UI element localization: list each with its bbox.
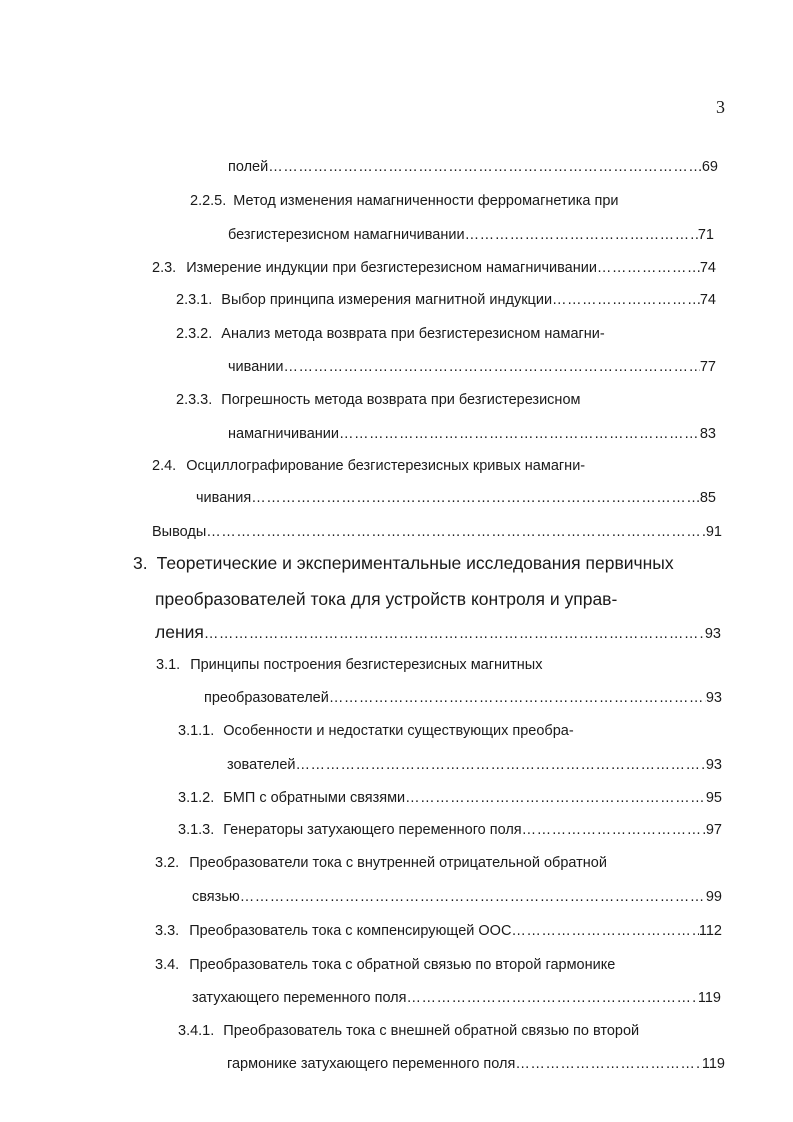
toc-page: 85 bbox=[699, 490, 716, 506]
toc-line bbox=[176, 322, 605, 346]
toc-line bbox=[156, 653, 542, 677]
toc-line bbox=[192, 885, 722, 909]
toc-page: 69 bbox=[701, 159, 718, 175]
toc-text: Метод изменения намагниченности ферромагнетика при bbox=[233, 193, 619, 209]
toc-line bbox=[155, 953, 615, 977]
toc-text: преобразователей bbox=[204, 690, 329, 706]
toc-page: 93 bbox=[705, 757, 722, 773]
toc-leader bbox=[296, 753, 706, 777]
toc-text: Принципы построения безгистерезисных магнитных bbox=[190, 657, 543, 673]
toc-text: БМП с обратными связями bbox=[223, 790, 406, 806]
toc-text: чивании bbox=[228, 359, 284, 375]
page-number: 3 bbox=[716, 97, 725, 117]
toc-line bbox=[228, 355, 716, 379]
toc-number: 2.3.2. bbox=[176, 326, 213, 342]
toc-line bbox=[196, 486, 716, 510]
toc-number: 2.3.1. bbox=[176, 292, 213, 308]
toc-leader bbox=[329, 686, 706, 710]
toc-text: намагничивании bbox=[228, 426, 339, 442]
toc-leader bbox=[407, 986, 698, 1010]
toc-number: 3.1.2. bbox=[178, 790, 215, 806]
toc-text: Преобразователи тока с внутренней отрицательной обратной bbox=[189, 855, 607, 871]
toc-leader bbox=[206, 520, 706, 544]
toc-page: 119 bbox=[701, 1056, 725, 1072]
toc-number: 3.1. bbox=[156, 657, 181, 673]
toc-number: 3. bbox=[133, 553, 148, 573]
toc-text: Преобразователь тока с обратной связью по второй гармонике bbox=[189, 957, 616, 973]
toc-line bbox=[133, 549, 674, 577]
toc-line bbox=[155, 618, 721, 646]
toc-number: 3.4. bbox=[155, 957, 180, 973]
toc-text: связью bbox=[192, 889, 240, 905]
toc-page: 97 bbox=[705, 822, 722, 838]
toc-text: преобразователей тока для устройств контроля и управ- bbox=[155, 589, 618, 609]
toc-text: полей bbox=[228, 159, 269, 175]
toc-line bbox=[204, 686, 722, 710]
toc-line bbox=[178, 719, 574, 743]
toc-number: 3.1.3. bbox=[178, 822, 215, 838]
toc-line bbox=[178, 1019, 639, 1043]
toc-text: зователей bbox=[227, 757, 296, 773]
toc-text: Генераторы затухающего переменного поля bbox=[223, 822, 522, 838]
toc-line bbox=[190, 189, 619, 213]
toc-leader bbox=[251, 486, 700, 510]
toc-text: Преобразователь тока с внешней обратной связью по второй bbox=[223, 1023, 640, 1039]
toc-number: 2.4. bbox=[152, 458, 177, 474]
toc-number: 3.2. bbox=[155, 855, 180, 871]
toc-page: 77 bbox=[699, 359, 716, 375]
toc-leader bbox=[283, 355, 699, 379]
toc-text: затухающего переменного поля bbox=[192, 990, 407, 1006]
toc-leader bbox=[597, 256, 700, 280]
toc-line bbox=[228, 155, 718, 179]
toc-leader bbox=[515, 1052, 702, 1076]
toc-line bbox=[192, 986, 721, 1010]
toc-text: Преобразователь тока с компенсирующей ООС bbox=[189, 923, 512, 939]
toc-leader bbox=[511, 919, 698, 943]
toc-page: 119 bbox=[697, 990, 721, 1006]
toc-text: Теоретические и экспериментальные исследования первичных bbox=[156, 553, 674, 573]
toc-leader bbox=[465, 223, 698, 247]
toc-number: 2.2.5. bbox=[190, 193, 227, 209]
toc-text: Выводы bbox=[152, 524, 207, 540]
toc-line bbox=[227, 1052, 725, 1076]
toc-text: гармонике затухающего переменного поля bbox=[227, 1056, 516, 1072]
toc-line bbox=[152, 520, 722, 544]
toc-line bbox=[152, 454, 585, 478]
toc-text: Измерение индукции при безгистерезисном намагничивании bbox=[186, 260, 597, 276]
toc-page: 99 bbox=[705, 889, 722, 905]
toc-page: 83 bbox=[699, 426, 716, 442]
toc-line bbox=[228, 422, 716, 446]
toc-text: ления bbox=[155, 622, 204, 642]
toc-leader bbox=[268, 155, 702, 179]
toc-page: 95 bbox=[705, 790, 722, 806]
toc-line bbox=[176, 388, 580, 412]
toc-line bbox=[227, 753, 722, 777]
toc-leader bbox=[339, 422, 700, 446]
toc-line bbox=[155, 851, 607, 875]
toc-leader bbox=[552, 288, 700, 312]
toc-page: 91 bbox=[705, 524, 722, 540]
toc-line bbox=[155, 585, 617, 613]
toc-page: 74 bbox=[699, 260, 716, 276]
toc-line bbox=[178, 786, 722, 810]
toc-page: 93 bbox=[704, 626, 721, 642]
toc-text: Выбор принципа измерения магнитной индукции bbox=[221, 292, 553, 308]
toc-number: 3.3. bbox=[155, 923, 180, 939]
toc-text: Осциллографирование безгистерезисных кривых намагни- bbox=[186, 458, 586, 474]
toc-number: 2.3. bbox=[152, 260, 177, 276]
toc-leader bbox=[405, 786, 706, 810]
toc-text: безгистерезисном намагничивании bbox=[228, 227, 465, 243]
toc-leader bbox=[240, 885, 706, 909]
toc-number: 3.4.1. bbox=[178, 1023, 215, 1039]
toc-number: 3.1.1. bbox=[178, 723, 215, 739]
toc-text: Анализ метода возврата при безгистерезисном намагни- bbox=[221, 326, 605, 342]
toc-page: 74 bbox=[699, 292, 716, 308]
toc-text: Особенности и недостатки существующих преобра- bbox=[223, 723, 574, 739]
toc-leader bbox=[204, 620, 705, 648]
toc-line bbox=[178, 818, 722, 842]
toc-page: 112 bbox=[698, 923, 722, 939]
toc-line bbox=[152, 256, 716, 280]
toc-line bbox=[228, 223, 714, 247]
toc-line bbox=[155, 919, 722, 943]
toc-leader bbox=[522, 818, 706, 842]
toc-line bbox=[176, 288, 716, 312]
toc-page: 93 bbox=[705, 690, 722, 706]
toc-number: 2.3.3. bbox=[176, 392, 213, 408]
toc-text: чивания bbox=[196, 490, 252, 506]
toc-page: 71 bbox=[697, 227, 714, 243]
toc-text: Погрешность метода возврата при безгистерезисном bbox=[221, 392, 581, 408]
